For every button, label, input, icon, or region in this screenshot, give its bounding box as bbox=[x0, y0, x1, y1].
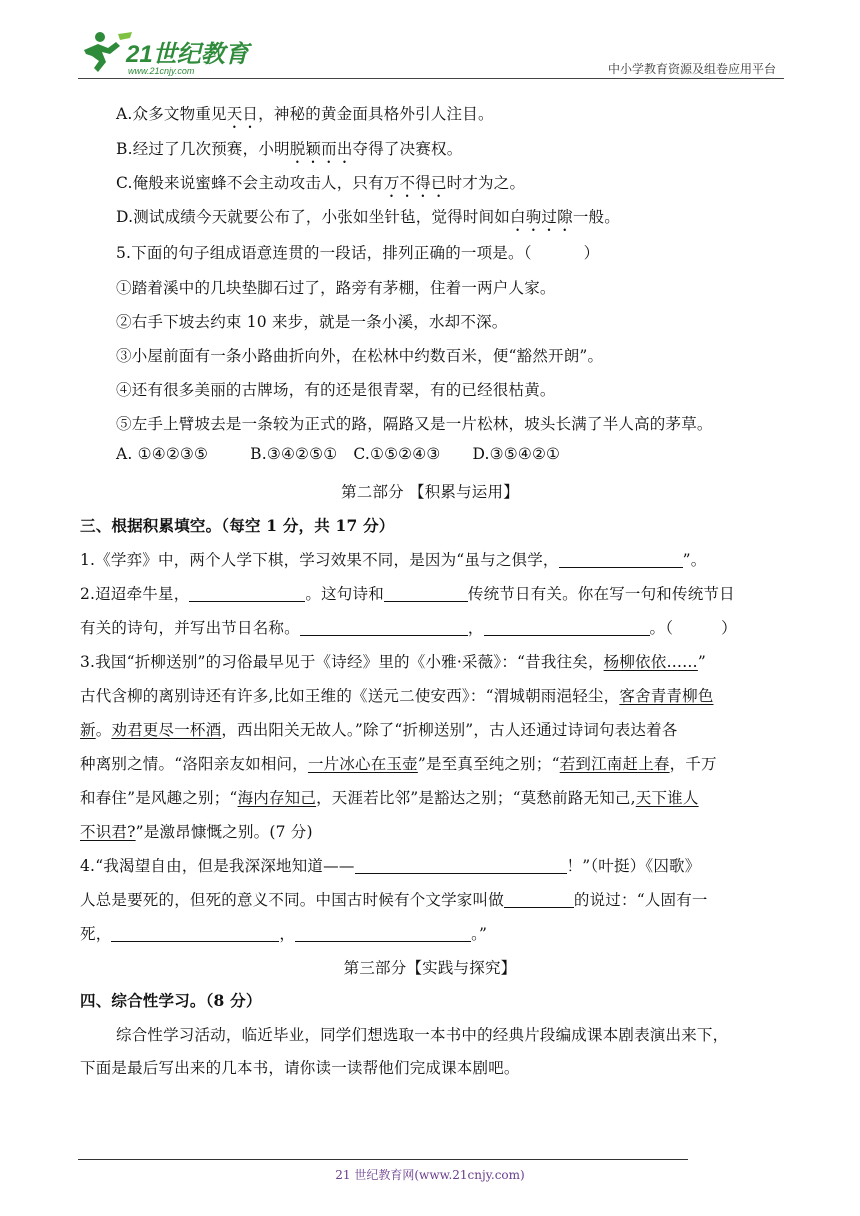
footer-divider bbox=[78, 1159, 688, 1160]
section4-title: 四、综合性学习。（8 分） bbox=[80, 991, 262, 1010]
q5-sentence-2: ②右手下坡去约束 10 来步，就是一条小溪，水却不深。 bbox=[116, 313, 508, 331]
q4-blank-1[interactable] bbox=[355, 857, 567, 874]
q1-answer-blank[interactable] bbox=[559, 551, 683, 568]
q4-blank-3[interactable] bbox=[111, 925, 279, 942]
sec3-q2-line1: 2.迢迢牵牛星， 。这句诗和 传统节日有关。你在写一句和传统节日 bbox=[80, 585, 735, 603]
footer-site[interactable]: 21 世纪教育网(www.21cnjy.com) bbox=[335, 1168, 525, 1182]
sec3-q4-line2: 人总是要死的，但死的意义不同。中国古时候有个文学家叫做 的说过：“人固有一 bbox=[80, 891, 708, 909]
q2-blank-2[interactable] bbox=[384, 585, 468, 602]
sec3-q3-line3: 新。劝君更尽一杯酒，西出阳关无故人。”除了“折柳送别”，古人还通过诗词句表达着各 bbox=[80, 721, 678, 739]
platform-name: 中小学教育资源及组卷应用平台 bbox=[607, 62, 776, 76]
q4-option-c: C.俺般来说蜜蜂不会主动攻击人，只有万不得已时才为之。 bbox=[116, 174, 526, 192]
sec3-q1: 1.《学弈》中，两个人学下棋，学习效果不同，是因为“虽与之俱学， ”。 bbox=[80, 551, 707, 569]
q4-blank-4[interactable] bbox=[295, 925, 471, 942]
svg-text:www.21cnjy.com: www.21cnjy.com bbox=[128, 66, 195, 76]
sec4-paragraph-line1: 综合性学习活动，临近毕业，同学们想选取一本书中的经典片段编成课本剧表演出来下， bbox=[116, 1026, 729, 1044]
q4-option-d: D.测试成绩今天就要公布了，小张如坐针毡，觉得时间如白驹过隙一般。 bbox=[116, 208, 620, 226]
q5-options bbox=[116, 445, 560, 463]
q5-sentence-5: ⑤左手上臂坡去是一条较为正式的路，隔路又是一片松林，坡头长满了半人高的茅草。 bbox=[116, 415, 713, 433]
sec3-q4-line1: 4.“我渴望自由，但是我深深地知道—— ！”（叶挺）《囚歌》 bbox=[80, 857, 701, 875]
q5-option-a: A. ①④②③⑤ bbox=[116, 445, 209, 463]
q4-option-b: B.经过了几次预赛，小明脱颖而出夺得了决赛权。 bbox=[116, 140, 463, 158]
q2-blank-1[interactable] bbox=[189, 585, 305, 602]
part3-title: 第三部分【实践与探究】 bbox=[343, 959, 517, 977]
q5-stem: 5.下面的句子组成语意连贯的一段话，排列正确的一项是。（ ） bbox=[116, 244, 600, 262]
q5-option-c: C.①⑤②④③ bbox=[353, 445, 441, 463]
section3-title: 三、根据积累填空。（每空 1 分，共 17 分） bbox=[80, 516, 395, 535]
sec3-q3-line2: 古代含柳的离别诗还有许多,比如王维的《送元二使安西》：“渭城朝雨浥轻尘，客舍青青柳色 bbox=[80, 687, 714, 705]
sec3-q3-line5: 和春住”是风趣之别；“海内存知己，天涯若比邻”是豁达之别；“莫愁前路无知己,天下谁人 bbox=[80, 789, 699, 807]
q2-blank-3[interactable] bbox=[300, 619, 468, 636]
sec3-q2-line2: 有关的诗句，并写出节日名称。 ， 。（ ） bbox=[80, 619, 737, 637]
q4-blank-2[interactable] bbox=[504, 891, 574, 908]
svg-text:21世纪教育: 21世纪教育 bbox=[126, 41, 249, 68]
q5-sentence-3: ③小屋前面有一条小路曲折向外，在松林中约数百米，便“豁然开朗”。 bbox=[116, 347, 604, 365]
header-divider bbox=[78, 78, 784, 79]
page-header bbox=[0, 0, 860, 80]
sec3-q3-line4: 种离别之情。“洛阳亲友如相问，一片冰心在玉壶”是至真至纯之别；“若到江南赶上春，千万 bbox=[80, 755, 717, 773]
sec3-q4-line3: 死， ， 。” bbox=[80, 925, 488, 943]
sec4-paragraph-line2: 下面是最后写出来的几本书，请你读一读帮他们完成课本剧吧。 bbox=[80, 1059, 520, 1077]
q5-sentence-1: ①踏着溪中的几块垫脚石过了，路旁有茅棚，住着一两户人家。 bbox=[116, 279, 556, 297]
q5-option-d: D.③⑤④②① bbox=[472, 445, 561, 463]
q5-option-b: B.③④②⑤① bbox=[250, 445, 338, 463]
q2-blank-4[interactable] bbox=[484, 619, 650, 636]
q5-sentence-4: ④还有很多美丽的古牌场，有的还是很青翠，有的已经很枯黄。 bbox=[116, 381, 556, 399]
sec3-q3-line1: 3.我国“折柳送别”的习俗最早见于《诗经》里的《小雅·采薇》：“昔我往矣，杨柳依依……” bbox=[80, 653, 706, 671]
site-logo bbox=[78, 28, 258, 78]
q4-option-a: A.众多文物重见天日，神秘的黄金面具格外引人注目。 bbox=[116, 105, 494, 123]
sec3-q3-line6: 不识君?”是激昂慷慨之别。(7 分) bbox=[80, 823, 313, 841]
part2-title: 第二部分 【积累与运用】 bbox=[341, 483, 519, 501]
